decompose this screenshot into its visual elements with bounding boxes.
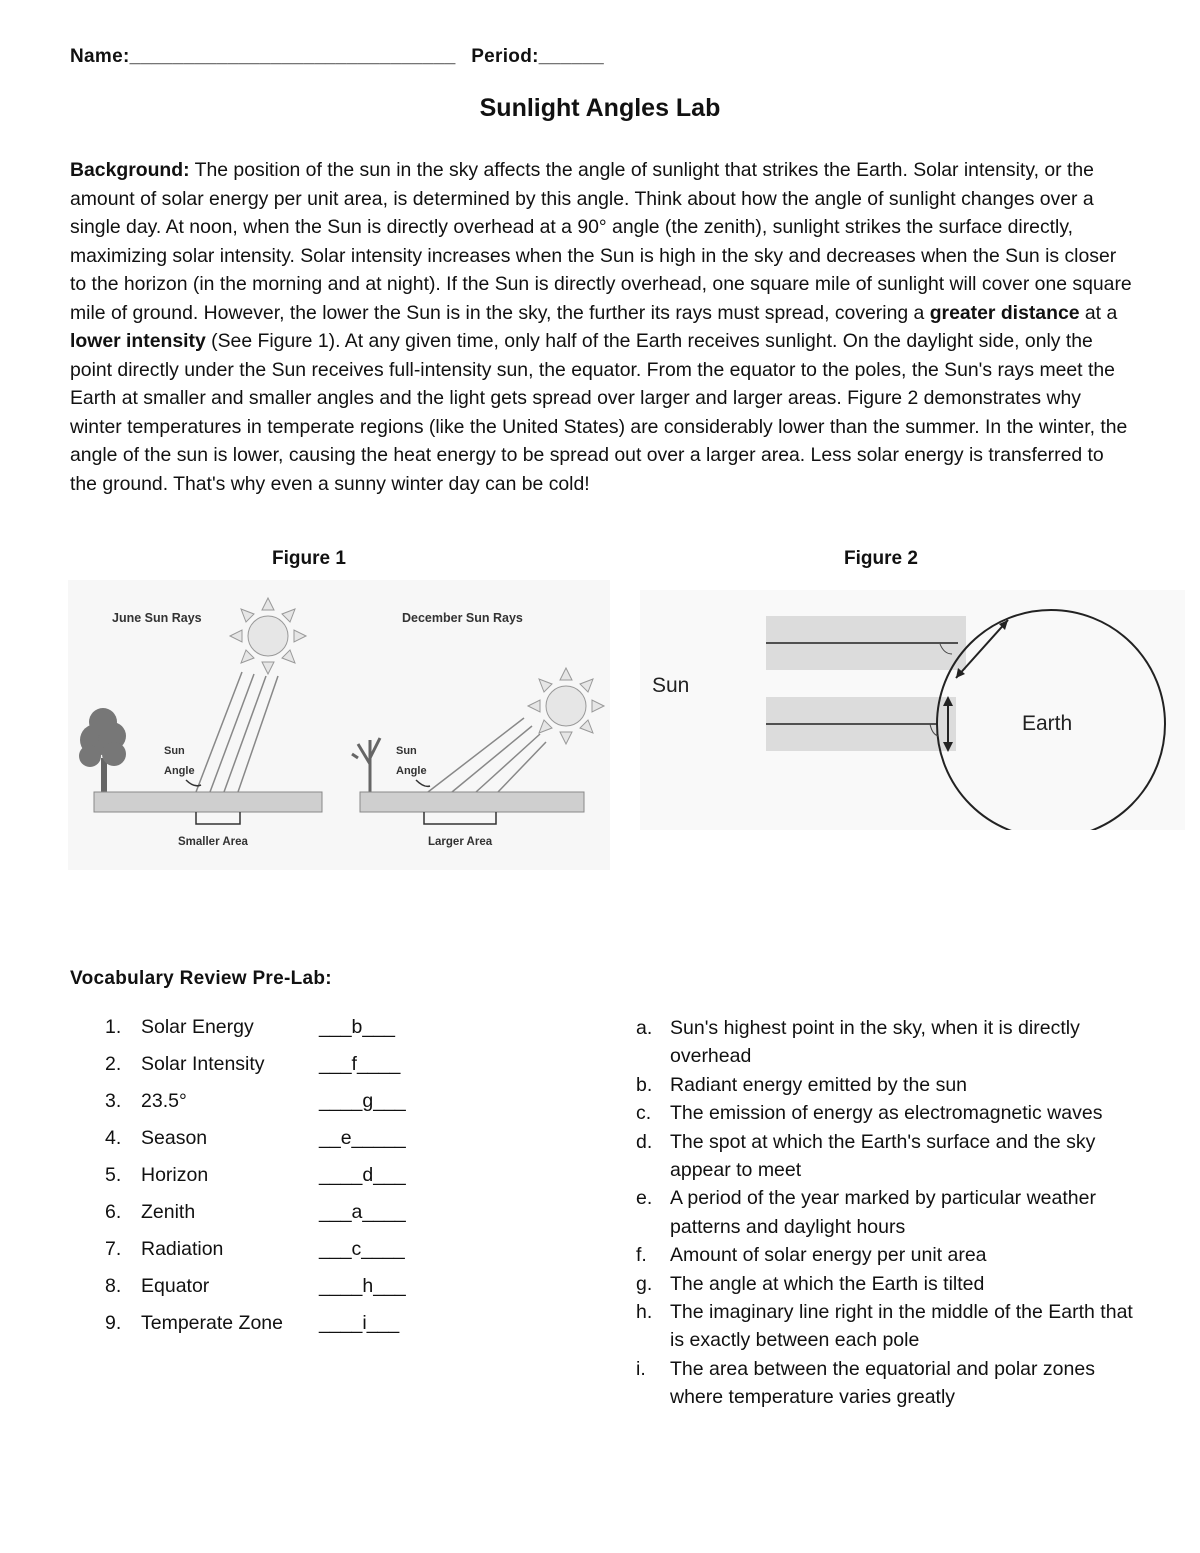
definition-text: A period of the year marked by particular weather patterns and daylight hours xyxy=(670,1187,1096,1238)
term-label: Radiation xyxy=(141,1238,224,1260)
vocab-terms-list xyxy=(105,1012,406,1345)
december-angle-label: Angle xyxy=(396,765,427,777)
page-title: Sunlight Angles Lab xyxy=(479,94,721,122)
term-answer-blank[interactable]: ___c____ xyxy=(319,1238,405,1260)
term-number: 6. xyxy=(105,1201,122,1223)
definition-item xyxy=(636,1270,1136,1298)
name-field[interactable]: Name:______________________________ xyxy=(70,46,456,67)
figure-2-title: Figure 2 xyxy=(844,548,918,569)
definition-text: The emission of energy as electromagnetic waves xyxy=(670,1102,1103,1125)
larger-area-label: Larger Area xyxy=(428,836,493,848)
june-sun-label: Sun xyxy=(164,745,185,757)
june-ground xyxy=(94,792,322,812)
definition-item xyxy=(636,1128,1136,1185)
term-item xyxy=(105,1308,400,1345)
worksheet-header xyxy=(70,46,614,68)
vocab-definitions-list xyxy=(636,1014,1136,1412)
term-item xyxy=(105,1160,406,1197)
term-label: Equator xyxy=(141,1275,210,1297)
definition-item xyxy=(636,1071,1136,1099)
figure-1-title: Figure 1 xyxy=(272,548,346,569)
term-label: Horizon xyxy=(141,1164,209,1186)
definition-letter: i. xyxy=(636,1357,646,1380)
term-number: 5. xyxy=(105,1164,122,1186)
definition-item xyxy=(636,1014,1136,1071)
term-answer-blank[interactable]: ____d___ xyxy=(319,1164,406,1186)
definition-letter: c. xyxy=(636,1102,652,1125)
background-text-3: (See Figure 1). At any given time, only half of the Earth receives sunlight. On the daylight side, only the point directly under the Sun receives full-intensity sun, the equator. From the equator to the poles, the Sun's rays meet the Earth at smaller and smaller angles and the light gets spread over larger and larger areas. Figure 2 demonstrates why winter temperatures in temperate regions (like the United States) are considerably lower than the summer. In the winter, the angle of the sun is lower, causing the heat energy to be spread out over a larger area. Less solar energy is transferred to the ground. That's why even a sunny winter day can be cold! xyxy=(70,330,1128,495)
definition-item xyxy=(636,1241,1136,1269)
june-sun-icon xyxy=(230,598,306,674)
figure-1-diagram xyxy=(68,580,610,870)
term-answer-blank[interactable]: ____h___ xyxy=(319,1275,406,1297)
term-answer-blank[interactable]: ___b___ xyxy=(319,1016,395,1038)
definition-text: Sun's highest point in the sky, when it is directly overhead xyxy=(670,1017,1080,1068)
definition-text: The spot at which the Earth's surface and the sky appear to meet xyxy=(670,1130,1096,1182)
definition-letter: f. xyxy=(636,1244,647,1267)
vocab-title: Vocabulary Review Pre-Lab: xyxy=(70,968,332,989)
term-item xyxy=(105,1197,406,1234)
definition-text: Radiant energy emitted by the sun xyxy=(670,1073,968,1096)
term-item xyxy=(105,1234,405,1271)
term-label: Solar Energy xyxy=(141,1016,254,1038)
smaller-area-label: Smaller Area xyxy=(178,836,248,848)
december-label: December Sun Rays xyxy=(402,611,523,625)
june-label: June Sun Rays xyxy=(112,611,202,625)
background-text-1: The position of the sun in the sky affects the angle of sunlight that strikes the Earth. Solar intensity, or the amount of solar energy per unit area, is determined by this angle. Think about how the angle of sunlight changes over a single day. At noon, when the Sun is directly overhead at a 90° angle (the zenith), sunlight strikes the surface directly, maximizing solar intensity. Solar intensity increases when the Sun is high in the sky and decreases when the Sun is closer to the horizon (in the morning and at night). If the Sun is directly overhead, one square mile of sunlight will cover one square mile of ground. However, the lower the Sun is in the sky, the further its rays must spread, covering a xyxy=(70,159,1132,324)
definition-item xyxy=(636,1355,1136,1412)
term-label: Solar Intensity xyxy=(141,1053,265,1075)
background-paragraph xyxy=(70,156,1132,498)
term-item xyxy=(105,1049,401,1086)
definition-letter: h. xyxy=(636,1301,653,1324)
term-label: 23.5° xyxy=(141,1090,187,1112)
term-number: 4. xyxy=(105,1127,122,1149)
figure-2-diagram xyxy=(640,590,1185,830)
term-label: Season xyxy=(141,1127,208,1149)
bold-lower-intensity: lower intensity xyxy=(70,330,206,352)
background-text-2: at a xyxy=(1079,301,1118,324)
term-number: 3. xyxy=(105,1090,122,1112)
december-sun-label: Sun xyxy=(396,745,417,757)
definition-text: The imaginary line right in the middle of the Earth that is exactly between each pole xyxy=(670,1301,1133,1352)
bold-greater-distance: greater distance xyxy=(929,301,1080,324)
earth-label: Earth xyxy=(1022,712,1073,735)
december-sun-icon xyxy=(528,668,604,744)
term-number: 8. xyxy=(105,1275,122,1297)
term-item xyxy=(105,1086,406,1123)
definition-letter: e. xyxy=(636,1187,653,1210)
definition-letter: b. xyxy=(636,1073,653,1096)
june-angle-label: Angle xyxy=(164,765,195,777)
background-label: Background: xyxy=(70,159,190,181)
definition-letter: a. xyxy=(636,1017,653,1039)
definition-text: Amount of solar energy per unit area xyxy=(670,1244,987,1267)
definition-letter: d. xyxy=(636,1130,653,1153)
sun-label: Sun xyxy=(652,674,690,697)
definition-text: The angle at which the Earth is tilted xyxy=(670,1272,985,1295)
term-number: 7. xyxy=(105,1238,122,1260)
term-item xyxy=(105,1123,406,1160)
period-field[interactable]: Period:______ xyxy=(471,46,604,67)
term-answer-blank[interactable]: ____i___ xyxy=(319,1312,400,1334)
definition-text: The area between the equatorial and polar zones where temperature varies greatly xyxy=(670,1357,1095,1409)
term-number: 9. xyxy=(105,1312,122,1334)
term-label: Zenith xyxy=(141,1201,196,1223)
definition-letter: g. xyxy=(636,1272,653,1295)
definition-item xyxy=(636,1184,1136,1241)
december-ground xyxy=(360,792,584,812)
term-answer-blank[interactable]: ____g___ xyxy=(319,1090,406,1112)
term-item xyxy=(105,1271,406,1308)
term-answer-blank[interactable]: ___f____ xyxy=(319,1053,401,1075)
term-answer-blank[interactable]: ___a____ xyxy=(319,1201,406,1223)
definition-item xyxy=(636,1298,1136,1355)
term-answer-blank[interactable]: __e_____ xyxy=(319,1127,406,1149)
term-label: Temperate Zone xyxy=(141,1312,283,1334)
definition-item xyxy=(636,1099,1136,1127)
term-number: 1. xyxy=(105,1016,122,1038)
term-number: 2. xyxy=(105,1053,122,1075)
term-item xyxy=(105,1012,395,1049)
